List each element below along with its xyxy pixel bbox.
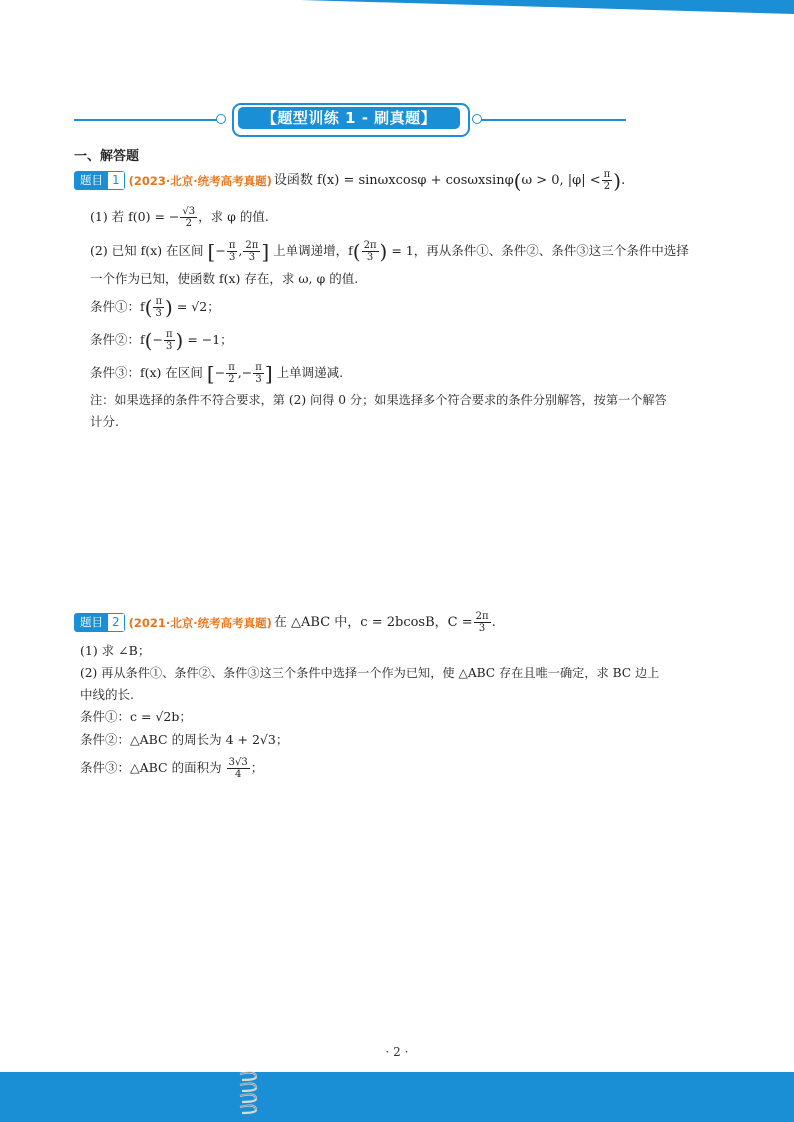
condition-value: 上单调递减. <box>276 365 344 380</box>
paren-close: ) <box>613 168 622 193</box>
paren-open: ( <box>144 328 153 353</box>
paren-open: ( <box>144 295 153 320</box>
frac-den: 4 <box>234 769 242 780</box>
q2-condition-2: 条件②：△ABC 的周长为 4 + 2√3； <box>80 732 289 747</box>
minus-sign: − <box>168 209 180 224</box>
spiral-binding-icon <box>236 1068 260 1122</box>
section-title: 一、解答题 <box>74 149 140 164</box>
fraction-2pi-over-3 <box>362 240 379 263</box>
frac-den: 3 <box>248 252 256 263</box>
frac-num: π <box>255 362 262 373</box>
question-2-stem: 在 △ABC 中，c = 2bcosB，C = <box>273 614 473 630</box>
q1-part2-tail: = 1，再从条件①、条件②、条件③这三个条件中选择 <box>391 243 689 258</box>
question-2-badge <box>74 613 125 632</box>
question-1-source: (2023·北京·统考高考真题) <box>128 173 272 188</box>
header-rule-right <box>480 119 626 121</box>
q1-part1-text: (1) 若 f(0) = <box>90 209 165 224</box>
paren-open: ( <box>513 168 522 193</box>
question-1-badge <box>74 171 125 190</box>
frac-den: 3 <box>478 623 486 634</box>
paren-close: ) <box>175 328 184 353</box>
header-dot-right <box>472 114 482 124</box>
fraction-2pi-over-3 <box>243 240 260 263</box>
condition-tail: ； <box>250 760 264 775</box>
q1-part1-tail: ，求 φ 的值. <box>198 209 269 224</box>
fraction-pi-over-2 <box>602 169 613 192</box>
frac-num: π <box>155 296 163 307</box>
q1-part2-mid: 上单调递增，f <box>273 243 353 258</box>
question-2-source: (2021·北京·统考高考真题) <box>128 615 272 630</box>
condition-value: = −1； <box>187 332 233 347</box>
question-badge-number: 1 <box>108 172 124 189</box>
frac-den: 2 <box>228 374 235 385</box>
q1-part1 <box>90 206 269 229</box>
q1-part2: (2) 已知 f(x) 在区间 [− $\frac{\pi}{3}$ , $\frac{2\pi}{3}$ ] 上单调递增，f( $\frac{2\pi}{3}$ ) = 1，再从条件①、条件②、条件③这三个条件中选择 <box>90 239 689 264</box>
page-number: · 2 · <box>385 1045 409 1059</box>
condition-label: 条件③：f(x) 在区间 <box>90 365 203 380</box>
bracket-close: ] <box>261 239 270 264</box>
q1-part2-line2: 一个作为已知，使函数 f(x) 存在，求 ω, φ 的值. <box>90 271 359 286</box>
q2-part1: (1) 求 ∠B； <box>80 643 151 658</box>
minus-sign: − <box>152 332 163 347</box>
frac-num: 2π <box>245 240 259 251</box>
question-badge-label: 题目 <box>75 172 108 189</box>
top-decoration-bar <box>300 0 794 14</box>
header-rule-left <box>74 119 224 121</box>
frac-den: 3 <box>366 252 374 263</box>
q2-part2-line1: (2) 再从条件①、条件②、条件③这三个条件中选择一个作为已知，使 △ABC 存在且唯一确定，求 BC 边上 <box>80 666 660 680</box>
bracket-close: ] <box>264 361 273 386</box>
minus-sign: − <box>215 243 226 258</box>
fraction-pi-over-2 <box>226 362 237 385</box>
q1-condition-1 <box>90 296 220 319</box>
paren-open: ( <box>352 239 361 264</box>
frac-num: π <box>165 329 173 340</box>
page-title: 【题型训练 1 - 刷真题】 <box>238 107 460 129</box>
fraction-sqrt3-over-2 <box>180 206 197 229</box>
question-2-header: 题目 2 (2021·北京·统考高考真题) 在 △ABC 中，c = 2bcosB，C = $\frac{2\pi}{3}$ . <box>74 611 496 634</box>
frac-num: 3√3 <box>228 757 248 768</box>
frac-den: 3 <box>166 341 173 352</box>
condition-label: 条件①：f <box>90 299 145 314</box>
q2-part2-line2: 中线的长. <box>80 687 134 702</box>
fraction-3sqrt3-over-4 <box>227 757 250 780</box>
frac-den: 3 <box>155 308 162 319</box>
frac-den: 2 <box>603 181 611 192</box>
question-1-stem: 设函数 f(x) = sinωxcosφ + cosωxsinφ <box>273 172 514 188</box>
frac-num: 2π <box>363 240 377 251</box>
question-1-header: 题目 1 (2023·北京·统考高考真题) 设函数 f(x) = sinωxcosφ + cosωxsinφ ( ω > 0, |φ| < $\frac{\pi}{2}$ ) . <box>74 169 625 192</box>
question-1-condition: ω > 0, |φ| < <box>521 172 601 188</box>
condition-value: = √2； <box>176 299 220 314</box>
frac-den: 3 <box>255 374 262 385</box>
bracket-open: [ <box>207 239 216 264</box>
q1-condition-3: 条件③：f(x) 在区间 [− $\frac{\pi}{2}$ ,− $\frac{\pi}{3}$ ] 上单调递减. <box>90 361 344 386</box>
q2-condition-3 <box>80 757 263 780</box>
fraction-2pi-over-3 <box>474 611 491 634</box>
minus-sign: − <box>214 365 226 380</box>
q1-note-line2: 计分. <box>90 414 119 429</box>
q1-part2-text: (2) 已知 f(x) 在区间 <box>90 243 204 258</box>
fraction-pi-over-3 <box>227 240 238 263</box>
paren-close: ) <box>379 239 388 264</box>
frac-num: π <box>228 240 236 251</box>
bracket-open: [ <box>206 361 215 386</box>
frac-num: 2π <box>475 611 489 622</box>
frac-num: π <box>603 169 611 180</box>
footer-bar <box>0 1072 794 1122</box>
question-badge-label: 题目 <box>75 614 108 631</box>
frac-num: π <box>228 362 235 373</box>
q1-condition-2 <box>90 329 233 352</box>
fraction-pi-over-3 <box>153 296 164 319</box>
paren-close: ) <box>165 295 173 320</box>
minus-sign: − <box>241 365 253 380</box>
q1-note-line1: 注：如果选择的条件不符合要求，第 (2) 问得 0 分；如果选择多个符合要求的条件分别解答，按第一个解答 <box>90 393 667 407</box>
condition-label: 条件②：f <box>90 332 145 347</box>
fraction-pi-over-3 <box>164 329 175 352</box>
header-dot-left <box>216 114 226 124</box>
fraction-pi-over-3 <box>253 362 264 385</box>
frac-den: 3 <box>228 252 236 263</box>
q2-condition-1: 条件①：c = √2b； <box>80 709 192 724</box>
frac-num: √3 <box>182 206 196 217</box>
question-badge-number: 2 <box>108 614 124 631</box>
frac-den: 2 <box>185 218 192 229</box>
condition-label: 条件③：△ABC 的面积为 <box>80 760 222 775</box>
